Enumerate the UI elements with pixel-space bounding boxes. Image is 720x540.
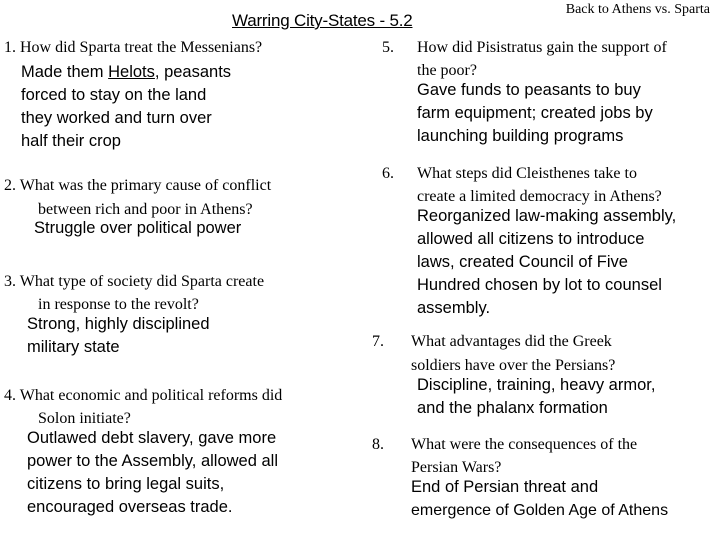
- answer-8-line-2: emergence of Golden Age of Athens: [411, 502, 669, 519]
- answer-7-line-2: and the phalanx formation: [417, 399, 608, 417]
- answer-6-line-2: allowed all citizens to introduce: [417, 230, 645, 248]
- question-5-line-2: the poor?: [417, 62, 477, 79]
- answer-1-line-1: [21, 61, 231, 84]
- question-6-number: 6.: [382, 165, 394, 182]
- answer-6-line-4: Hundred chosen by lot to counsel: [417, 276, 662, 294]
- question-8-line-1: What were the consequences of the: [411, 436, 638, 453]
- question-6-line-2: create a limited democracy in Athens?: [417, 188, 662, 205]
- answer-2-line-1: Struggle over political power: [34, 219, 242, 237]
- answer-6-line-1: Reorganized law-making assembly,: [417, 207, 677, 225]
- answer-1-line-3: they worked and turn over: [21, 109, 212, 127]
- answer-5-line-3: launching building programs: [417, 127, 624, 145]
- question-1: 1. How did Sparta treat the Messenians?: [4, 39, 263, 56]
- answer-3-line-1: Strong, highly disciplined: [27, 315, 210, 333]
- answer-3-line-2: military state: [27, 338, 120, 356]
- answer-4-line-3: citizens to bring legal suits,: [27, 475, 225, 493]
- question-7-line-1: What advantages did the Greek: [411, 333, 612, 350]
- question-5-line-1: How did Pisistratus gain the support of: [417, 39, 667, 56]
- slide-title: Warring City-States - 5.2: [232, 11, 413, 30]
- answer-1-suffix: , peasants: [154, 63, 232, 81]
- question-5-number: 5.: [382, 39, 394, 56]
- answer-1-line-2: forced to stay on the land: [21, 86, 207, 104]
- answer-8-line-1: End of Persian threat and: [411, 478, 599, 496]
- answer-6-line-3: laws, created Council of Five: [417, 253, 628, 271]
- question-7-number: 7.: [372, 333, 384, 350]
- answer-1-line-4: half their crop: [21, 132, 121, 150]
- question-8-line-2: Persian Wars?: [411, 459, 502, 476]
- answer-1-prefix: Made them: [21, 63, 109, 81]
- answer-4-line-1: Outlawed debt slavery, gave more: [27, 429, 277, 447]
- question-2-line-1: 2. What was the primary cause of conflict: [4, 177, 272, 194]
- answer-4-line-2: power to the Assembly, allowed all: [27, 452, 278, 470]
- question-3-line-1: 3. What type of society did Sparta create: [4, 273, 265, 290]
- question-8-number: 8.: [372, 436, 384, 453]
- question-4-line-2: Solon initiate?: [38, 410, 131, 427]
- back-to-athens-vs-sparta-link[interactable]: Back to Athens vs. Sparta: [565, 2, 710, 17]
- question-3-line-2: in response to the revolt?: [38, 296, 199, 313]
- question-6-line-1: What steps did Cleisthenes take to: [417, 165, 637, 182]
- answer-6-line-5: assembly.: [417, 299, 491, 317]
- answer-4-line-4: encouraged overseas trade.: [27, 498, 233, 516]
- answer-5-line-1: Gave funds to peasants to buy: [417, 81, 641, 99]
- answer-5-line-2: farm equipment; created jobs by: [417, 104, 653, 122]
- answer-1-term-helots: Helots: [108, 63, 155, 81]
- question-4-line-1: 4. What economic and political reforms did: [4, 387, 283, 404]
- answer-7-line-1: Discipline, training, heavy armor,: [417, 376, 656, 394]
- question-2-line-2: between rich and poor in Athens?: [38, 201, 253, 218]
- question-7-line-2: soldiers have over the Persians?: [411, 357, 616, 374]
